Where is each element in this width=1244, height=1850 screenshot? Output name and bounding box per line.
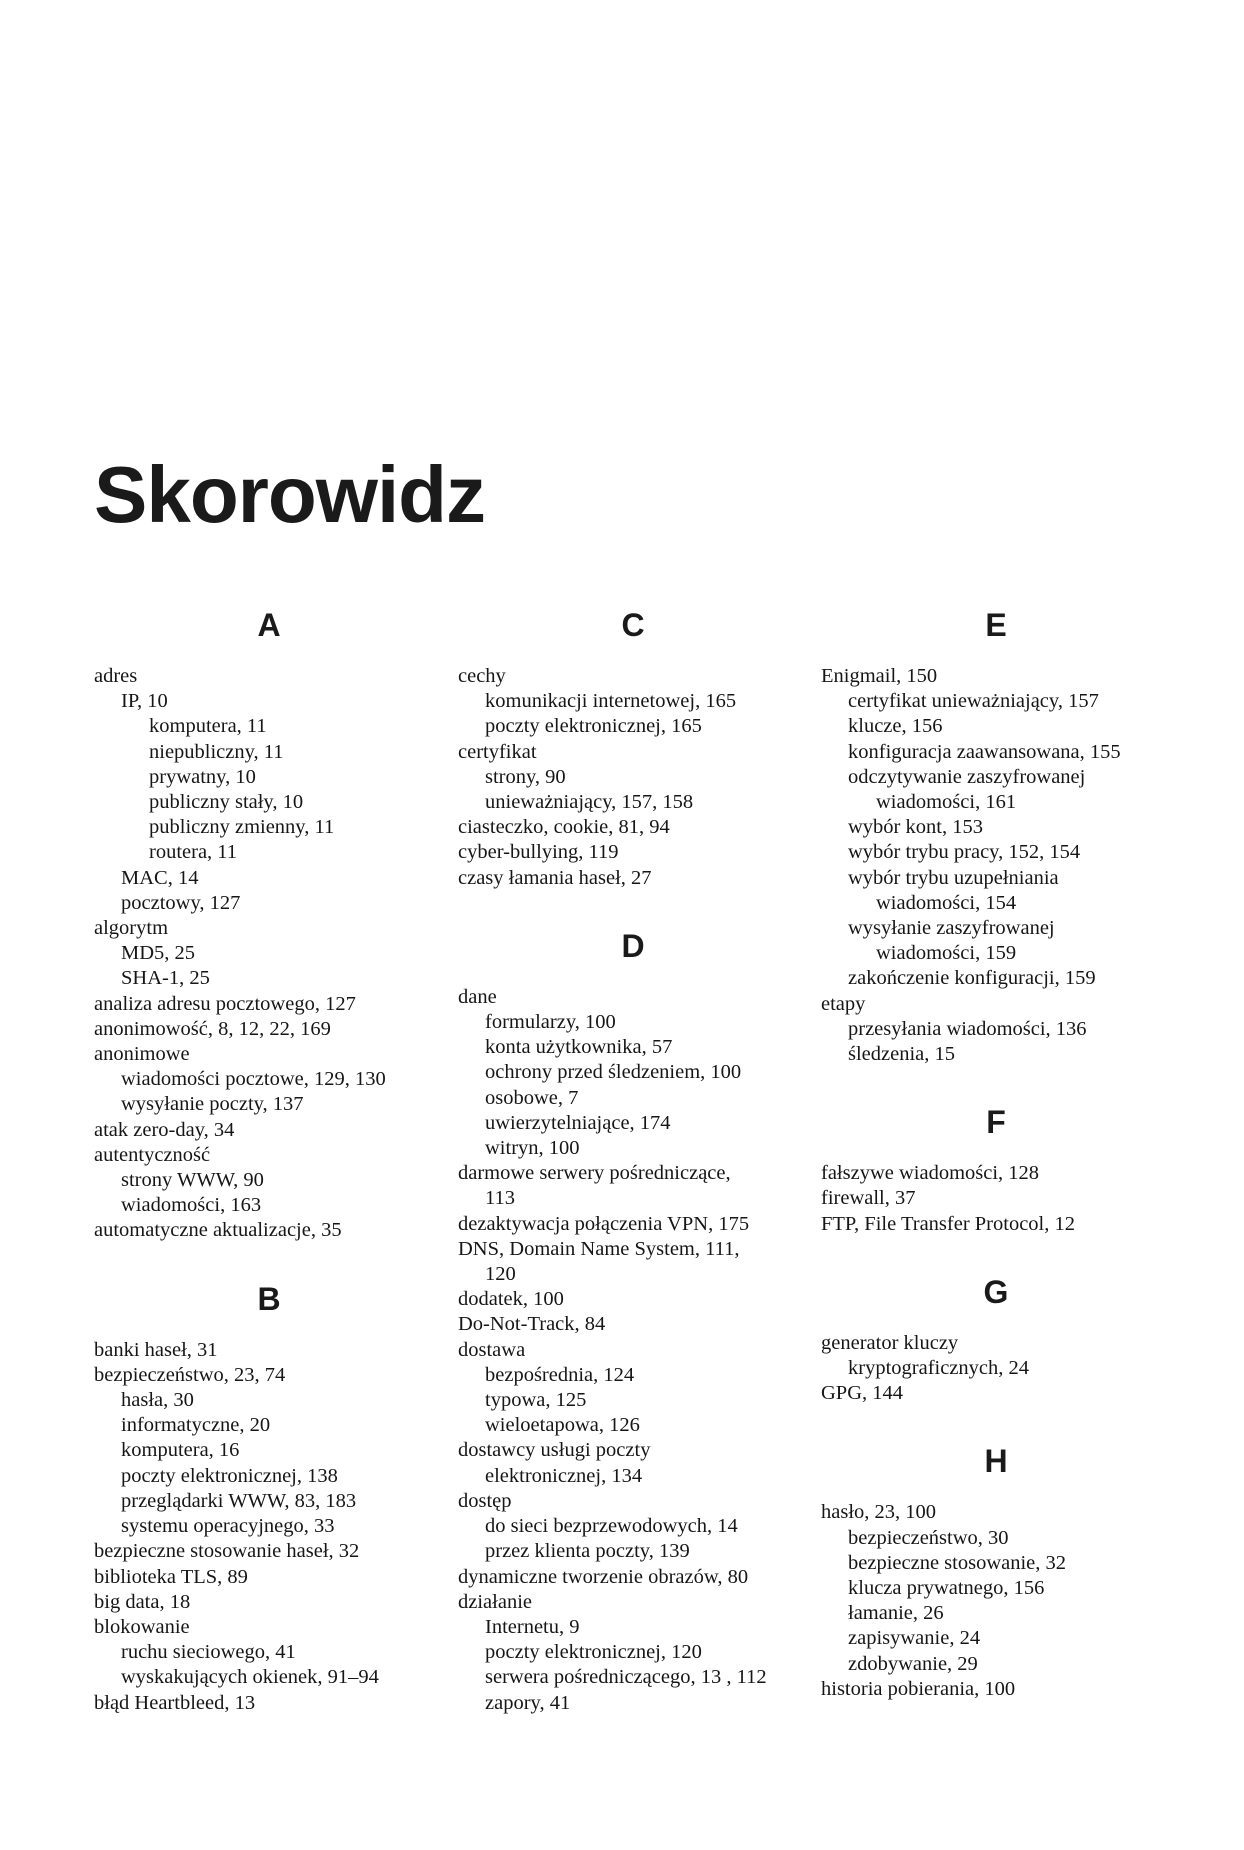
- index-entry: adres: [94, 665, 138, 687]
- index-entry: ruchu sieciowego, 41: [121, 1641, 296, 1664]
- index-entry: elektronicznej, 134: [485, 1464, 643, 1487]
- index-entry: big data, 18: [94, 1590, 191, 1613]
- index-entry: dostawa: [458, 1338, 526, 1361]
- index-entry: formularzy, 100: [485, 1011, 616, 1034]
- letter-section: [458, 600, 808, 891]
- index-entry: dezaktywacja połączenia VPN, 175: [458, 1212, 750, 1235]
- index-entry: biblioteka TLS, 89: [94, 1565, 248, 1588]
- index-entry: bezpieczeństwo, 30: [848, 1526, 1009, 1549]
- index-entry: atak zero-day, 34: [94, 1118, 235, 1141]
- index-entry: dostawcy usługi poczty: [458, 1439, 651, 1462]
- letter-heading: G: [983, 1273, 1009, 1310]
- index-entry: dodatek, 100: [458, 1288, 564, 1311]
- index-entry: etapy: [821, 992, 866, 1015]
- index-entry: bezpieczne stosowanie, 32: [848, 1551, 1067, 1574]
- index-entry: wybór trybu pracy, 152, 154: [848, 841, 1081, 864]
- index-entry: przeglądarki WWW, 83, 183: [121, 1489, 357, 1512]
- index-entry: fałszywe wiadomości, 128: [821, 1162, 1040, 1185]
- index-entry: ciasteczko, cookie, 81, 94: [458, 816, 670, 839]
- index-entry: bezpośrednia, 124: [485, 1363, 635, 1386]
- index-entry: łamanie, 26: [848, 1602, 944, 1625]
- index-entry: wiadomości, 161: [876, 791, 1017, 814]
- index-entry: poczty elektronicznej, 165: [485, 715, 702, 738]
- index-entry: dynamiczne tworzenie obrazów, 80: [458, 1565, 749, 1588]
- index-entry: anonimowe: [94, 1043, 190, 1066]
- index-entry: odczytywanie zaszyfrowanej: [848, 765, 1086, 788]
- index-entry: GPG, 144: [821, 1382, 904, 1405]
- index-entry: 113: [485, 1187, 515, 1210]
- index-entry: routera, 11: [149, 841, 238, 864]
- index-entry: wiadomości pocztowe, 129, 130: [121, 1068, 386, 1091]
- letter-section: [821, 1097, 1171, 1237]
- index-entry: bezpieczeństwo, 23, 74: [94, 1363, 286, 1386]
- index-entry: analiza adresu pocztowego, 127: [94, 992, 356, 1015]
- index-entry: firewall, 37: [821, 1187, 916, 1210]
- index-entry: poczty elektronicznej, 120: [485, 1641, 702, 1664]
- letter-heading: A: [257, 607, 281, 643]
- index-entry: publiczny stały, 10: [149, 791, 304, 814]
- letter-section: [458, 921, 808, 1716]
- index-entry: bezpieczne stosowanie haseł, 32: [94, 1540, 360, 1563]
- index-entry: wysyłanie poczty, 137: [121, 1093, 304, 1116]
- index-entry: wiadomości, 163: [121, 1194, 262, 1217]
- letter-heading: D: [621, 927, 645, 964]
- page-title: Skorowidz: [94, 450, 486, 539]
- index-entry: publiczny zmienny, 11: [149, 816, 335, 839]
- index-entry: automatyczne aktualizacje, 35: [94, 1219, 342, 1242]
- index-entry: serwera pośredniczącego, 13 , 112: [485, 1666, 767, 1689]
- index-entry: Enigmail, 150: [821, 665, 938, 687]
- index-entry: działanie: [458, 1590, 532, 1613]
- index-entry: Internetu, 9: [485, 1615, 580, 1638]
- index-entry: dostęp: [458, 1489, 512, 1512]
- index-entry: śledzenia, 15: [848, 1043, 956, 1066]
- index-entry: zdobywanie, 29: [848, 1652, 978, 1675]
- index-entry: algorytm: [94, 917, 169, 940]
- index-entry: konta użytkownika, 57: [485, 1036, 673, 1059]
- index-entry: hasło, 23, 100: [821, 1501, 937, 1524]
- index-entry: cyber-bullying, 119: [458, 841, 619, 864]
- index-entry: dane: [458, 985, 497, 1008]
- index-entry: prywatny, 10: [149, 765, 256, 788]
- index-entry: darmowe serwery pośredniczące,: [458, 1162, 731, 1185]
- index-entry: poczty elektronicznej, 138: [121, 1464, 338, 1487]
- index-entry: wiadomości, 154: [876, 891, 1017, 914]
- index-entry: hasła, 30: [121, 1389, 194, 1412]
- letter-section: [821, 600, 1171, 1067]
- index-entry: FTP, File Transfer Protocol, 12: [821, 1212, 1075, 1235]
- index-entry: konfiguracja zaawansowana, 155: [848, 740, 1121, 763]
- index-entry: zapisywanie, 24: [848, 1627, 981, 1650]
- index-entry: wysyłanie zaszyfrowanej: [848, 917, 1055, 940]
- index-entry: zapory, 41: [485, 1691, 571, 1714]
- index-entry: komputera, 11: [149, 715, 267, 738]
- letter-section: [94, 600, 444, 1244]
- index-entry: pocztowy, 127: [121, 891, 241, 914]
- index-entry: komunikacji internetowej, 165: [485, 690, 737, 713]
- index-entry: zakończenie konfiguracji, 159: [848, 967, 1096, 990]
- index-entry: autentyczność: [94, 1143, 211, 1166]
- letter-section: [821, 1267, 1171, 1407]
- letter-heading: H: [984, 1443, 1008, 1480]
- index-entry: certyfikat unieważniający, 157: [848, 690, 1099, 713]
- index-entry: wiadomości, 159: [876, 942, 1017, 965]
- index-entry: MD5, 25: [121, 942, 196, 965]
- index-entry: błąd Heartbleed, 13: [94, 1691, 256, 1714]
- index-entry: strony, 90: [485, 765, 566, 788]
- index-entry: cechy: [458, 665, 506, 687]
- index-entry: unieważniający, 157, 158: [485, 791, 694, 814]
- index-entry: anonimowość, 8, 12, 22, 169: [94, 1017, 331, 1040]
- index-column-3: [821, 600, 1171, 1702]
- index-entry: generator kluczy: [821, 1331, 959, 1354]
- index-entry: wieloetapowa, 126: [485, 1414, 640, 1437]
- index-entry: Do-Not-Track, 84: [458, 1313, 606, 1336]
- index-entry: wybór kont, 153: [848, 816, 983, 839]
- index-entry: czasy łamania haseł, 27: [458, 866, 652, 889]
- index-entry: przesyłania wiadomości, 136: [848, 1017, 1087, 1040]
- index-entry: historia pobierania, 100: [821, 1677, 1016, 1700]
- index-column-1: [94, 600, 444, 1716]
- index-entry: niepubliczny, 11: [149, 740, 284, 763]
- letter-section: [821, 1436, 1171, 1702]
- index-entry: SHA-1, 25: [121, 967, 210, 990]
- index-entry: osobowe, 7: [485, 1086, 579, 1109]
- index-entry: systemu operacyjnego, 33: [121, 1515, 335, 1538]
- index-entry: informatyczne, 20: [121, 1414, 271, 1437]
- letter-heading: E: [985, 607, 1007, 643]
- index-entry: wybór trybu uzupełniania: [848, 866, 1059, 889]
- index-entry: IP, 10: [121, 690, 168, 713]
- index-entry: witryn, 100: [485, 1137, 580, 1160]
- index-entry: do sieci bezprzewodowych, 14: [485, 1515, 738, 1538]
- index-entry: banki haseł, 31: [94, 1338, 218, 1361]
- index-entry: uwierzytelniające, 174: [485, 1111, 671, 1134]
- index-entry: 120: [485, 1263, 516, 1286]
- index-entry: przez klienta poczty, 139: [485, 1540, 690, 1563]
- index-entry: klucza prywatnego, 156: [848, 1577, 1045, 1600]
- index-entry: ochrony przed śledzeniem, 100: [485, 1061, 742, 1084]
- index-entry: blokowanie: [94, 1615, 190, 1638]
- index-entry: strony WWW, 90: [121, 1169, 264, 1192]
- index-entry: komputera, 16: [121, 1439, 240, 1462]
- index-entry: DNS, Domain Name System, 111,: [458, 1237, 740, 1260]
- index-entry: kryptograficznych, 24: [848, 1357, 1030, 1380]
- letter-section: [94, 1274, 444, 1716]
- index-entry: klucze, 156: [848, 715, 943, 738]
- index-column-2: [458, 600, 808, 1716]
- index-entry: wyskakujących okienek, 91–94: [121, 1666, 379, 1689]
- letter-heading: C: [621, 607, 645, 643]
- index-entry: MAC, 14: [121, 866, 199, 889]
- letter-heading: F: [986, 1104, 1006, 1141]
- letter-heading: B: [257, 1280, 281, 1317]
- index-entry: typowa, 125: [485, 1389, 587, 1412]
- index-entry: certyfikat: [458, 740, 537, 763]
